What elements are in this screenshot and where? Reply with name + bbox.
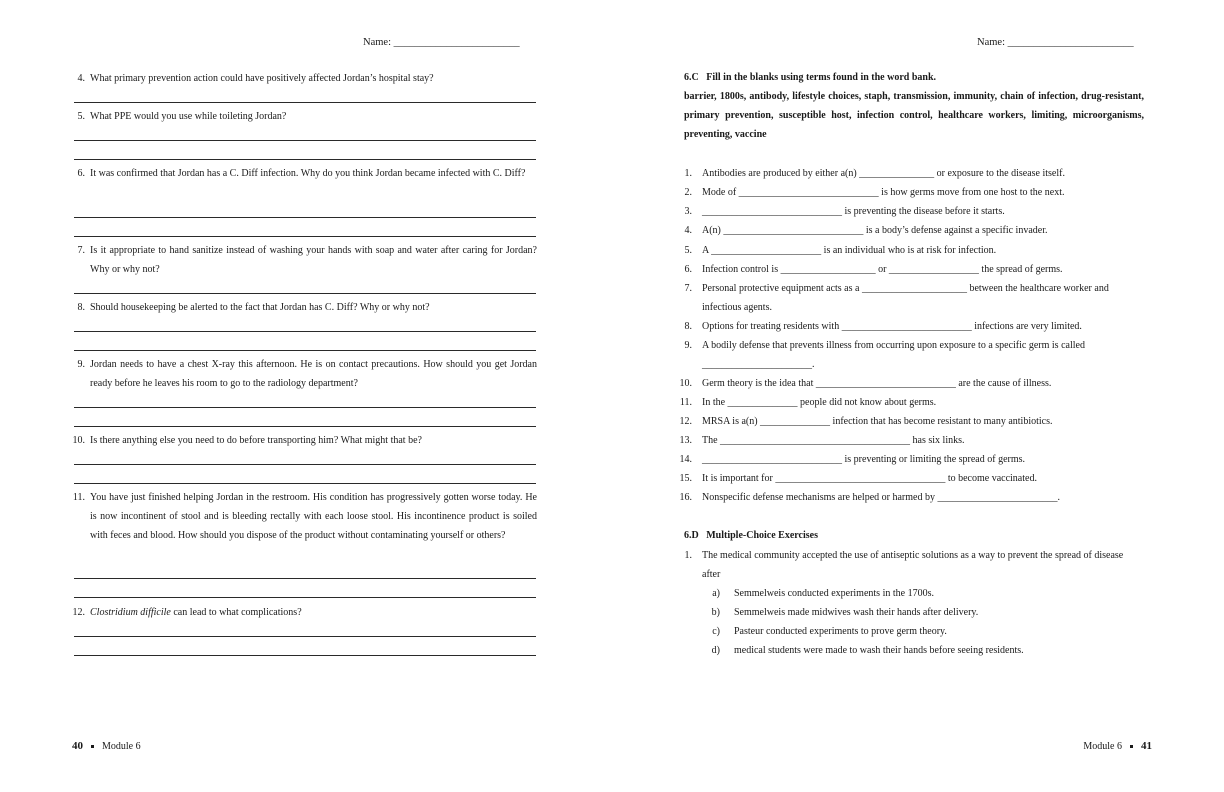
answer-line[interactable]: [74, 159, 536, 160]
section-title: Multiple-Choice Exercises: [706, 530, 818, 541]
item-text: A(n) ____________________________ is a body’s defense against a specific invader.: [702, 225, 1048, 236]
answer-line[interactable]: [74, 426, 536, 427]
module-label: Module 6: [102, 741, 141, 752]
item-text: Infection control is ___________________ or __________________ the spread of germs.: [702, 264, 1063, 275]
question-text: You have just finished helping Jordan in the restroom. His condition has progressively gotten worse today. He is now incontinent of stool and is bleeding rectally with each loose stool. His incontinence product is soiled with feces and blood. How should you dispose of the product without contaminating yourself or others?: [90, 492, 537, 542]
fill-in-item: [684, 202, 1147, 221]
item-number: 14.: [679, 454, 692, 465]
answer-line[interactable]: [74, 217, 536, 218]
item-text: Nonspecific defense mechanisms are helped or harmed by ________________________.: [702, 492, 1060, 503]
fill-in-item: [684, 317, 1147, 336]
item-number: 7.: [684, 283, 692, 294]
answer-line[interactable]: [74, 407, 536, 408]
answer-line[interactable]: [74, 293, 536, 294]
question-text: It was confirmed that Jordan has a C. Diff infection. Why do you think Jordan became infected with C. Diff?: [90, 168, 526, 179]
question-7: [77, 241, 537, 279]
question-text: Is there anything else you need to do before transporting him? What might that be?: [90, 435, 422, 446]
question-number: 6.: [77, 168, 85, 179]
bullet-separator: [1130, 745, 1133, 748]
item-number: 15.: [679, 473, 692, 484]
question-text: Jordan needs to have a chest X-ray this afternoon. He is on contact precautions. How should you get Jordan ready before he leaves his room to go to the radiology department?: [90, 359, 537, 390]
item-number: 13.: [679, 435, 692, 446]
mc-option-b[interactable]: [711, 603, 979, 622]
option-letter: c): [712, 626, 720, 637]
question-11: [72, 488, 537, 546]
mc-option-d[interactable]: [711, 641, 1024, 660]
fill-in-item: [684, 183, 1147, 202]
answer-line[interactable]: [74, 655, 536, 656]
page-footer: [1083, 740, 1152, 752]
fill-in-item: [679, 469, 1147, 488]
option-text: medical students were made to wash their hands before seeing residents.: [734, 645, 1024, 656]
question-number: 7.: [77, 245, 85, 256]
question-number: 5.: [77, 111, 85, 122]
question-number: 10.: [72, 435, 85, 446]
fill-in-item: [684, 164, 1147, 183]
item-text: The ______________________________________ has six links.: [702, 435, 965, 446]
item-text: ____________________________ is preventing or limiting the spread of germs.: [702, 454, 1026, 465]
question-text-rest: can lead to what complications?: [170, 607, 302, 618]
word-bank: barrier, 1800s, antibody, lifestyle choices, staph, transmission, immunity, chain of infection, drug-resistant, primary prevention, susceptible host, infection control, healthcare workers, limiting, microorganisms, preventing, vaccine: [684, 91, 1144, 141]
item-number: 1.: [684, 168, 692, 179]
question-number: 8.: [77, 302, 85, 313]
answer-line[interactable]: [74, 636, 536, 637]
section-title: Fill in the blanks using terms found in the word bank.: [706, 72, 937, 83]
item-number: 5.: [684, 245, 692, 256]
item-text: In the ______________ people did not know about germs.: [702, 397, 937, 408]
bullet-separator: [91, 745, 94, 748]
section-heading-6c: [684, 68, 936, 87]
answer-line[interactable]: [74, 578, 536, 579]
module-label: Module 6: [1083, 741, 1122, 752]
fill-in-item: [679, 374, 1147, 393]
fill-in-item: [679, 412, 1147, 431]
mc-question-1: [684, 546, 1132, 584]
answer-line[interactable]: [74, 483, 536, 484]
item-text: Personal protective equipment acts as a _____________________ between the healthcare worker and infectious agents.: [702, 283, 1109, 314]
item-number: 6.: [684, 264, 692, 275]
answer-line[interactable]: [74, 331, 536, 332]
item-text: Germ theory is the idea that ____________________________ are the cause of illness.: [702, 378, 1052, 389]
page-number: 41: [1141, 740, 1152, 752]
option-letter: d): [711, 645, 720, 656]
fill-in-item: [684, 279, 1147, 317]
fill-in-item: [679, 431, 1147, 450]
fill-in-item: [684, 241, 1147, 260]
question-number: 12.: [72, 607, 85, 618]
fill-in-item: [679, 393, 1147, 412]
option-text: Pasteur conducted experiments to prove germ theory.: [734, 626, 947, 637]
fill-in-item: [679, 450, 1147, 469]
question-number: 4.: [77, 73, 85, 84]
answer-line[interactable]: [74, 464, 536, 465]
option-text: Semmelweis conducted experiments in the 1700s.: [734, 588, 934, 599]
page-number: 40: [72, 740, 83, 752]
organism-name: Clostridium difficile: [90, 607, 171, 618]
item-number: 12.: [679, 416, 692, 427]
fill-in-item: [684, 336, 1147, 374]
question-number: 1.: [684, 550, 692, 561]
item-number: 11.: [679, 397, 692, 408]
question-9: [77, 355, 537, 393]
question-10: [72, 431, 537, 450]
fill-in-item: [684, 260, 1147, 279]
item-text: Mode of ____________________________ is how germs move from one host to the next.: [702, 187, 1065, 198]
answer-line[interactable]: [74, 102, 536, 103]
item-text: A ______________________ is an individual who is at risk for infection.: [702, 245, 997, 256]
answer-line[interactable]: [74, 597, 536, 598]
mc-option-c[interactable]: [712, 622, 947, 641]
name-field-line: Name: ________________________: [363, 37, 520, 48]
item-number: 16.: [679, 492, 692, 503]
question-number: 11.: [72, 492, 85, 503]
item-text: Options for treating residents with __________________________ infections are very limited.: [702, 321, 1082, 332]
option-text: Semmelweis made midwives wash their hands after delivery.: [734, 607, 979, 618]
question-text: The medical community accepted the use of antiseptic solutions as a way to prevent the spread of disease after: [702, 550, 1124, 581]
question-number: 9.: [77, 359, 85, 370]
item-number: 10.: [679, 378, 692, 389]
answer-line[interactable]: [74, 140, 536, 141]
name-field-line: Name: ________________________: [977, 37, 1134, 48]
answer-line[interactable]: [74, 236, 536, 237]
question-text: Should housekeeping be alerted to the fact that Jordan has C. Diff? Why or why not?: [90, 302, 430, 313]
item-number: 3.: [684, 206, 692, 217]
item-text: ____________________________ is preventing the disease before it starts.: [702, 206, 1005, 217]
fill-in-item: [679, 488, 1147, 507]
question-text: What primary prevention action could have positively affected Jordan’s hospital stay?: [90, 73, 434, 84]
page-footer: [72, 740, 141, 752]
item-text: MRSA is a(n) ______________ infection that has become resistant to many antibiotics.: [702, 416, 1053, 427]
question-4: [77, 69, 537, 88]
section-heading-6d: [684, 526, 818, 545]
question-text: What PPE would you use while toileting Jordan?: [90, 111, 287, 122]
fill-in-item: [684, 221, 1147, 240]
item-text: Antibodies are produced by either a(n) _______________ or exposure to the disease itself.: [702, 168, 1065, 179]
question-text: Is it appropriate to hand sanitize instead of washing your hands with soap and water after caring for Jordan? Why or why not?: [90, 245, 537, 276]
item-number: 9.: [684, 340, 692, 351]
question-8: [77, 298, 537, 317]
option-letter: b): [711, 607, 720, 618]
item-number: 8.: [684, 321, 692, 332]
question-12: [72, 603, 537, 622]
question-text: [90, 603, 537, 622]
question-5: [77, 107, 537, 126]
item-number: 2.: [684, 187, 692, 198]
item-text: It is important for __________________________________ to become vaccinated.: [702, 473, 1037, 484]
section-code: 6.C: [684, 72, 699, 83]
answer-line[interactable]: [74, 350, 536, 351]
option-letter: a): [712, 588, 720, 599]
mc-option-a[interactable]: [712, 584, 934, 603]
item-text: A bodily defense that prevents illness from occurring upon exposure to a specific germ is called ______________________.: [702, 340, 1085, 371]
item-number: 4.: [684, 225, 692, 236]
section-code: 6.D: [684, 530, 699, 541]
question-6: [77, 164, 537, 183]
